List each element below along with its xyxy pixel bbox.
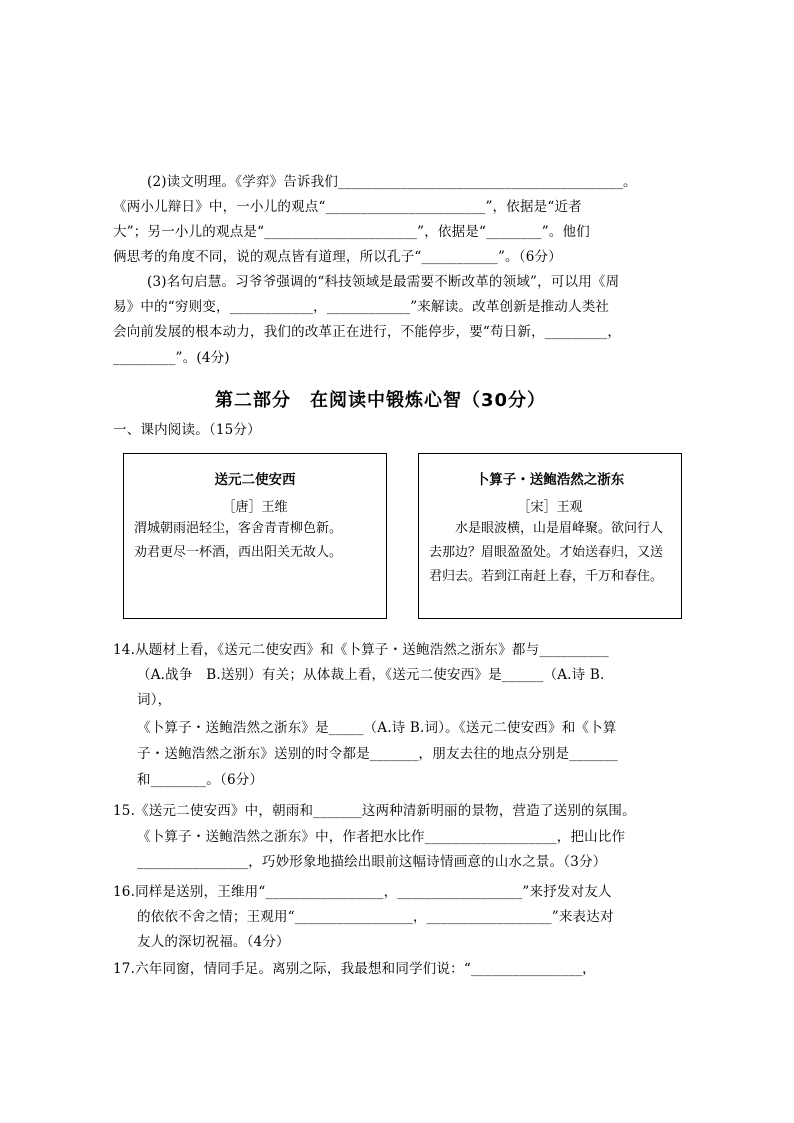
q3-line-2: 易》中的“穷则变，____________，____________”来解读。改革创新是推动人类社 xyxy=(113,299,610,315)
q15-line-1: 15.《送元二使安西》中，朝雨和_______这两种清新明丽的景物，营造了送别的氛围。 xyxy=(113,803,636,819)
q15-line-2: 《卜算子・送鲍浩然之浙东》中，作者把水比作___________________，把山比作 xyxy=(137,829,626,845)
q3-line-4: _________”。(4分) xyxy=(113,350,230,366)
poem2-author: ［宋］王观 xyxy=(517,500,583,515)
q14-line-4: 《卜算子・送鲍浩然之浙东》是_____（A.诗 B.词）。《送元二使安西》和《卜算 xyxy=(137,720,617,736)
q16-line-1: 16.同样是送别，王维用“_________________，__________________”来抒发对友人 xyxy=(113,884,612,900)
q14-line-3: 词）， xyxy=(137,692,172,708)
poem1-text: 渭城朝雨浥轻尘，客舍青青柳色新。 劝君更尽一杯酒，西出阳关无故人。 xyxy=(134,521,343,560)
q17-line-1: 17.六年同窗，情同手足。离别之际，我最想和同学们说：“________________， xyxy=(113,961,596,977)
q16-line-2: 的依依不舍之情；王观用“_________________，__________________”来表达对 xyxy=(137,909,614,925)
poem-box-1 xyxy=(123,453,387,619)
q2-line-4: 俩思考的角度不同，说的观点皆有道理，所以孔子“___________”。（6分） xyxy=(113,249,562,265)
q15-line-3: ________________，巧妙形象地描绘出眼前这幅诗情画意的山水之景。（3分） xyxy=(137,854,607,870)
poem2-text: 水是眼波横，山是眉峰聚。欲问行人去那边？眉眼盈盈处。才始送春归，又送君归去。若到江南赶上春，千万和春住。 xyxy=(429,521,664,584)
poem1-author: ［唐］王维 xyxy=(222,500,288,515)
poem1-title: 送元二使安西 xyxy=(214,472,296,488)
poem-box-2 xyxy=(418,453,682,619)
q14-line-1: 14.从题材上看，《送元二使安西》和《卜算子・送鲍浩然之浙东》都与__________ xyxy=(113,642,609,658)
section-label: 一、课内阅读。（15分） xyxy=(113,422,261,438)
q14-line-2: （A.战争 B.送别）有关；从体裁上看，《送元二使安西》是______（A.诗 B. xyxy=(137,667,605,683)
q16-line-3: 友人的深切祝福。（4分） xyxy=(137,934,290,950)
q2-line-1: (2)读文明理。《学弈》告诉我们_________________________________________。 xyxy=(147,174,637,190)
q3-line-1: (3)名句启慧。习爷爷强调的“科技领域是最需要不断改革的领域”，可以用《周 xyxy=(147,274,620,290)
q2-line-3: 大”；另一小儿的观点是“______________________”，依据是“________”。他们 xyxy=(113,224,590,240)
q3-line-3: 会向前发展的根本动力，我们的改革正在进行，不能停步，要“苟日新，_________， xyxy=(113,324,622,340)
q14-line-6: 和________。（6分） xyxy=(137,772,264,788)
q14-line-5: 子・送鲍浩然之浙东》送别的时令都是_______，朋友去往的地点分别是_______ xyxy=(137,746,618,762)
part2-heading: 第二部分 在阅读中锻炼心智（30分） xyxy=(215,390,547,411)
poem2-title: 卜算子・送鲍浩然之浙东 xyxy=(475,472,625,488)
q2-line-2: 《两小儿辩日》中，一小儿的观点“_______________________”，依据是“近者 xyxy=(113,199,582,215)
